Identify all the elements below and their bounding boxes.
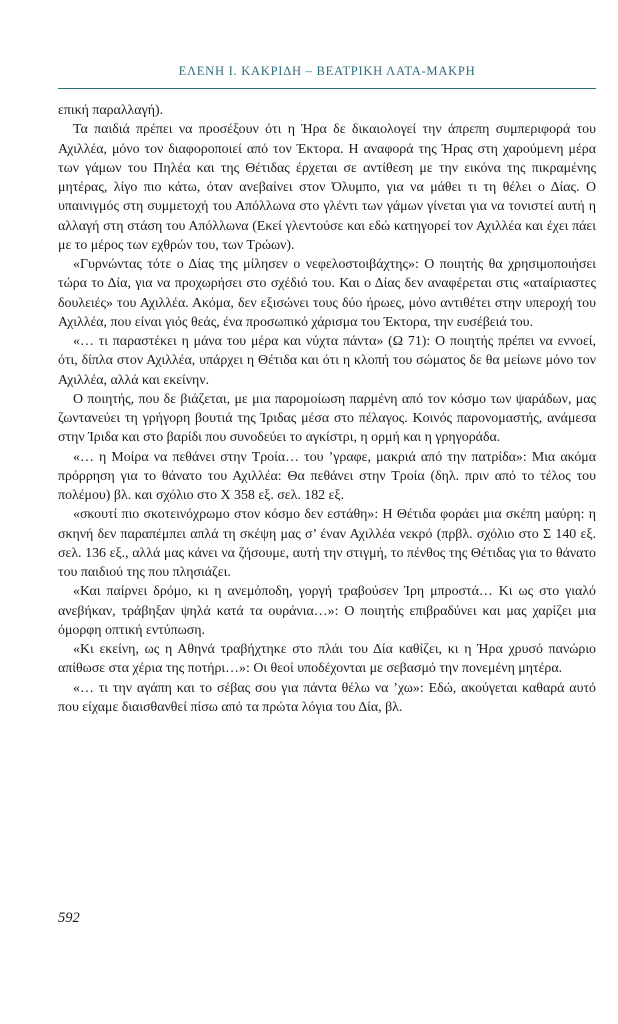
header-rule bbox=[58, 88, 596, 89]
page-number: 592 bbox=[58, 910, 80, 926]
running-header: ΕΛΕΝΗ Ι. ΚΑΚΡΙΔΗ – ΒΕΑΤΡΙΚΗ ΛΑΤΑ-ΜΑΚΡΗ bbox=[178, 64, 476, 78]
page-body bbox=[58, 101, 596, 717]
paragraph: «… τι παραστέκει η μάνα του μέρα και νύχτα πάντα» (Ω 71): Ο ποιητής πρέπει να εννοεί, ότι, δίπλα στον Αχιλλέα, υπάρχει η Θέτιδα και ότι η κλοπή του σώματος δε θα μείωνε μόνο τον Αχιλλέα, αλλά και εκείνην. bbox=[58, 334, 596, 388]
paragraph: «Γυρνώντας τότε ο Δίας της μίλησεν ο νεφελοστοιβάχτης»: Ο ποιητής θα χρησιμοποιήσει τώρα το Δία, για να προχωρήσει στο σχέδιό του. Και ο Δίας δεν αναφέρεται στις «αταίριαστες δουλειές» του Αχιλλέα. Ακόμα, δεν εξισώνει τους δύο ήρωες, μόνο αντιθέτει στην υπεροχή του Αχιλλέα, που είναι γιός θεάς, ένα προσωπικό χάρισμα του Έκτορα, την ευσέβειά του. bbox=[58, 257, 596, 330]
paragraph: Τα παιδιά πρέπει να προσέξουν ότι η Ήρα δε δικαιολογεί την άπρεπη συμπεριφορά του Αχιλλέα, μόνο τον διαφοροποιεί από τον Έκτορα. Η αναφορά της Ήρας στη χαρούμενη μέρα των γάμων του Πηλέα και της Θέτιδας έρχεται σε αντίθεση με την εικόνα της πικραμένης μητέρας, λίγο πιο κάτω, όταν ανεβαίνει στον Όλυμπο, για να μάθει τι τη θέλει ο Δίας. Ο υπαινιγμός στη συμμετοχή του Απόλλωνα στο γλέντι των γάμων γίνεται για να τονιστεί αυτή η αλλαγή στη στάση του Απόλλωνα (Εκεί γλεντούσε και εδώ κατηγορεί τον Αχιλλέα και έχει πάει με το μέρος των εχθρών του, των Τρώων). bbox=[58, 122, 596, 253]
paragraph: επική παραλλαγή). bbox=[58, 103, 164, 118]
paragraph: «Κι εκείνη, ως η Αθηνά τραβήχτηκε στο πλάι του Δία καθίζει, κι η Ήρα χρυσό πανώριο απίθωσε στα χέρια της ποτήρι…»: Οι θεοί υποδέχονται με σεβασμό την πονεμένη μητέρα. bbox=[58, 642, 596, 677]
paragraph: «Και παίρνει δρόμο, κι η ανεμόποδη, γοργή τραβούσεν Ίρη μπροστά… Κι ως στο γιαλό ανεβήκαν, τράβηξαν ψηλά κατά τα ουράνια…»: Ο ποιητής επιβραδύνει και μας χαρίζει μια όμορφη οπτική εντύπωση. bbox=[58, 584, 596, 638]
paragraph: «… η Μοίρα να πεθάνει στην Τροία… του ’γραφε, μακριά από την πατρίδα»: Μια ακόμα πρόρρηση για το θάνατο του Αχιλλέα: Θα πεθάνει στην Τροία (δηλ. πριν από το τέλος του πολέμου) βλ. και σχόλιο στο Χ 358 εξ. σελ. 182 εξ. bbox=[58, 449, 596, 503]
paragraph: Ο ποιητής, που δε βιάζεται, με μια παρομοίωση παρμένη από τον κόσμο των ψαράδων, μας ζωντανεύει τη γρήγορη βουτιά της Ίριδας μέσα στο πέλαγος. Κοινός παρονομαστής, ανάμεσα στην Ίριδα και στο βαρίδι που συνοδεύει το αγκίστρι, η ορμή και η γρηγοράδα. bbox=[58, 391, 596, 446]
paragraph: «σκουτί πιο σκοτεινόχρωμο στον κόσμο δεν εστάθη»: Η Θέτιδα φοράει μια σκέπη μαύρη: η σκηνή δεν παραπέμπει απλά τη σκέψη μας σ’ έναν Αχιλλέα νεκρό (πρβλ. σχόλιο στο Σ 140 εξ. σελ. 136 εξ., αλλά μας κάνει να ζήσουμε, αυτή την στιγμή, το πένθος της Θέτιδας για το θάνατο του παιδιού της που πλησιάζει. bbox=[58, 507, 596, 580]
paragraph: «… τι την αγάπη και το σέβας σου για πάντα θέλω να ’χω»: Εδώ, ακούγεται καθαρά αυτό που είχαμε διαισθανθεί πίσω από τα πρώτα λόγια του Δία, βλ. bbox=[58, 680, 596, 715]
